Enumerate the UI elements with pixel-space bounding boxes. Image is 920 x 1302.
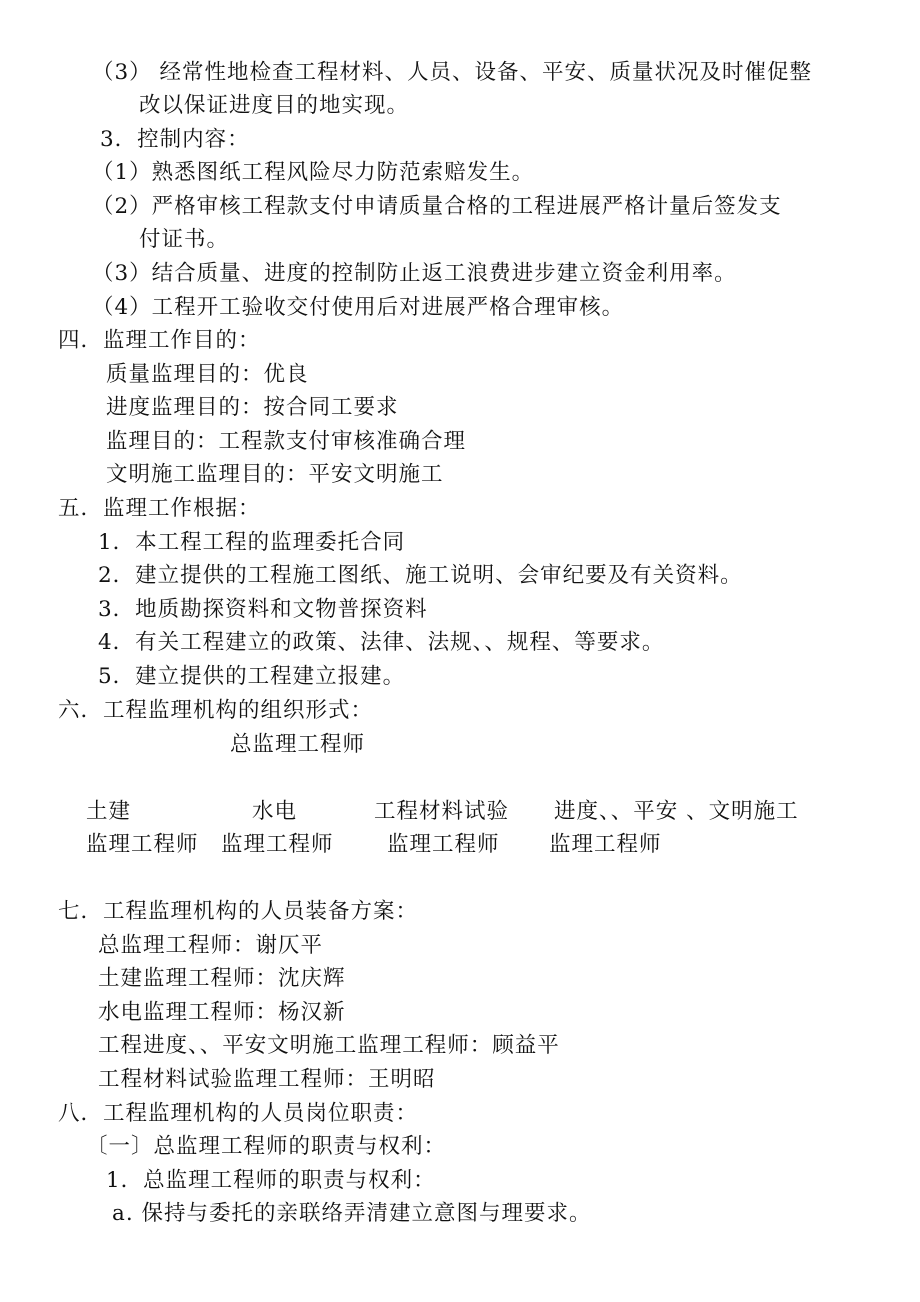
org-dept-water-electric: 水电 [252,799,298,824]
control-item-4: （4）工程开工验收交付使用后对进展严格合理审核。 [92,295,625,320]
control-item-2: （2）严格审核工程款支付申请质量合格的工程进展严格计量后签发支 [92,194,782,219]
schedule-item-3: （3） 经常性地检查工程材料、人员、设备、平安、质量状况及时催促整 [92,60,813,85]
section-5-item: 2．建立提供的工程施工图纸、施工说明、会审纪要及有关资料。 [98,563,743,588]
section-4-line: 进度监理目的：按合同工要求 [106,395,399,420]
schedule-item-3-continued: 改以保证进度目的地实现。 [139,93,410,118]
org-role-label: 监理工程师 [86,832,199,857]
section-7-line: 工程材料试验监理工程师：王明昭 [98,1067,436,1092]
org-dept-civil: 土建 [86,799,132,824]
section-8-item: 1．总监理工程师的职责与权利： [106,1168,436,1193]
control-item-2-continued: 付证书。 [139,227,230,252]
section-7-line: 土建监理工程师：沈庆辉 [98,966,346,991]
section-5-item: 3．地质勘探资料和文物普探资料 [98,597,428,622]
control-item-3: （3）结合质量、进度的控制防止返工浪费进步建立资金利用率。 [92,261,737,286]
section-4-heading: 四．监理工作目的： [58,328,261,353]
section-8-heading: 八．工程监理机构的人员岗位职责： [58,1101,419,1126]
section-5-heading: 五．监理工作根据： [58,496,261,521]
section-8-sub-heading: 〔一〕总监理工程师的职责与权利： [86,1134,447,1159]
section-4-line: 文明施工监理目的：平安文明施工 [106,462,444,487]
section-8-item-a: a. 保持与委托的亲联络弄清建立意图与理要求。 [112,1201,592,1226]
control-heading: 3．控制内容： [100,127,250,152]
org-role-label: 监理工程师 [549,832,662,857]
org-dept-materials-testing: 工程材料试验 [374,799,510,824]
org-role-label: 监理工程师 [387,832,500,857]
section-7-line: 工程进度、、平安文明施工监理工程师：顾益平 [98,1033,560,1058]
section-7-line: 总监理工程师：谢仄平 [98,933,324,958]
control-item-1: （1）熟悉图纸工程风险尽力防范索赔发生。 [92,160,535,185]
section-4-line: 监理目的：工程款支付审核准确合理 [106,429,467,454]
section-5-item: 4．有关工程建立的政策、法律、法规、、规程、等要求。 [98,630,665,655]
section-4-line: 质量监理目的：优良 [106,362,309,387]
section-7-line: 水电监理工程师：杨汉新 [98,1000,346,1025]
section-6-heading: 六．工程监理机构的组织形式： [58,698,374,723]
org-chief-engineer: 总监理工程师 [230,732,366,757]
section-5-item: 5．建立提供的工程建立报建。 [98,664,406,689]
org-role-label: 监理工程师 [221,832,334,857]
org-dept-schedule-safety: 进度、、平安 、文明施工 [554,799,799,824]
section-7-heading: 七．工程监理机构的人员装备方案： [58,899,419,924]
section-5-item: 1．本工程工程的监理委托合同 [98,530,406,555]
